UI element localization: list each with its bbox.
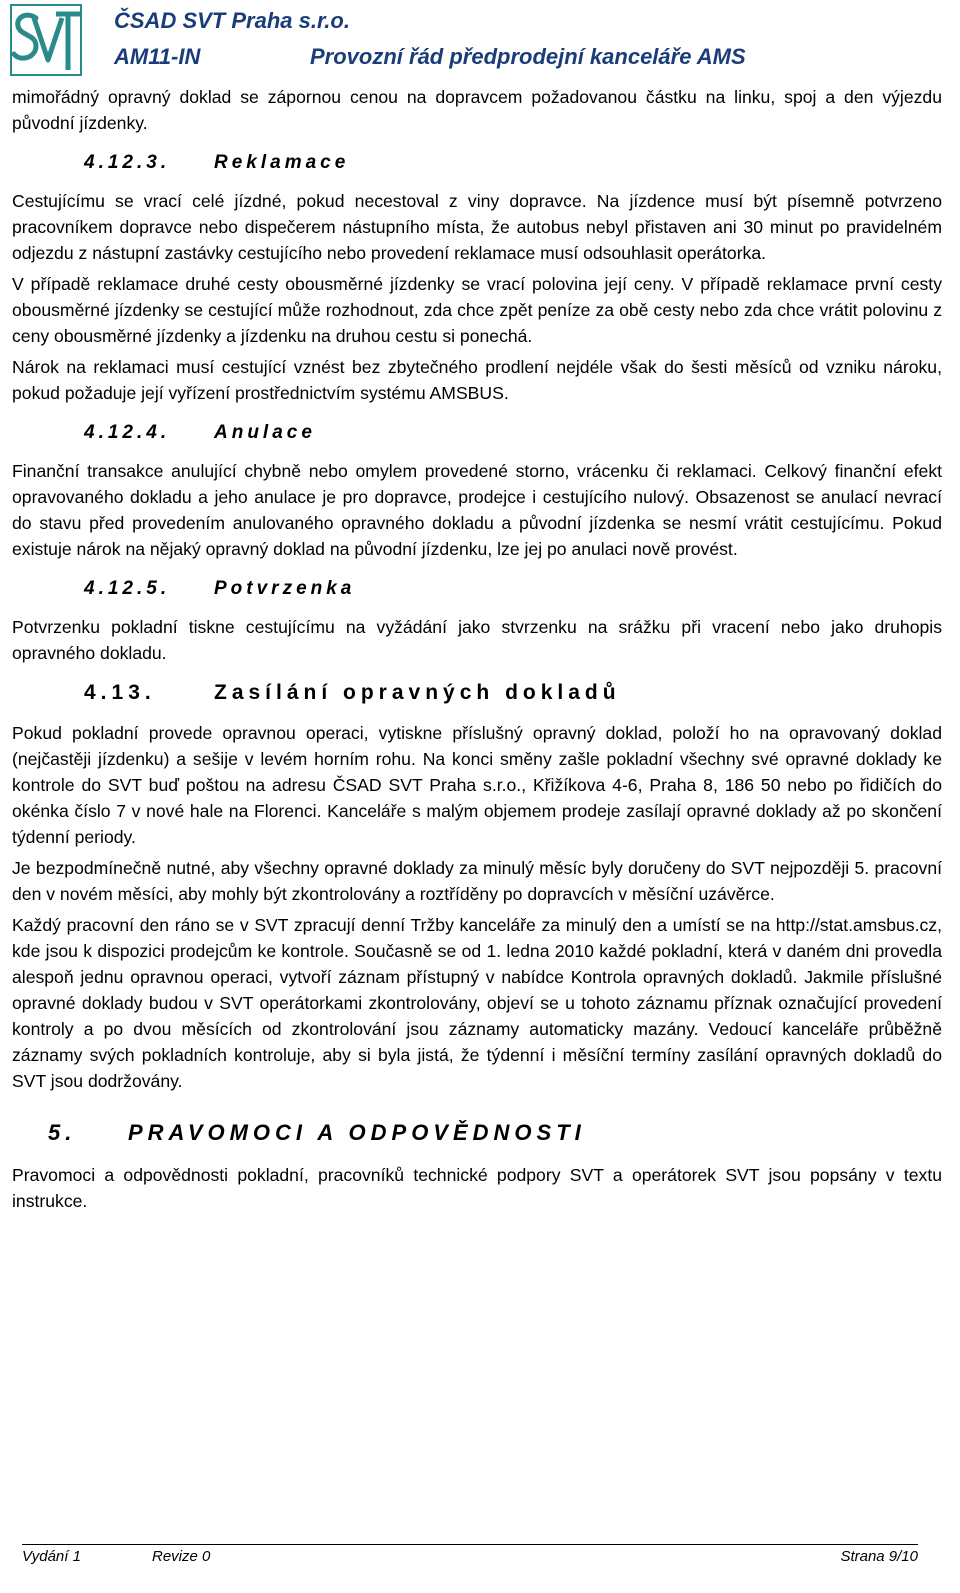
section-heading-4-12-3 [12,150,942,176]
paragraph: Každý pracovní den ráno se v SVT zpracují denní Tržby kanceláře za minulý den a umístí se na http://stat.amsbus.cz, kde jsou k dispozici prodejcům ke kontrole. Současně se od 1. ledna 2010 každé pokladní, která v daném dni provedla alespoň jednu opravnou operaci, vytvoří záznam přístupný v nabídce Kontrola opravných dokladů. Jakmile příslušné opravné doklady budou v SVT operátorkami zkontrolovány, objeví se u tohoto záznamu příznak označující provedení kontroly a po dvou měsících od zkontrolování jsou záznamy automaticky mazány. Vedoucí kanceláře průběžně záznamy svých pokladních kontroluje, aby si byla jistá, že týdenní i měsíční termíny zasílání opravných dokladů do SVT jsou dodržovány. [12,915,942,1091]
section-heading-4-12-5 [12,576,942,602]
section-title: Potvrzenka [214,578,356,599]
page-number: Strana 9/10 [840,1548,918,1565]
paragraph: Nárok na reklamaci musí cestující vznést bez zbytečného prodlení nejdéle však do šesti měsíců od vzniku nároku, pokud požaduje její vyřízení prostřednictvím systému AMSBUS. [12,357,942,403]
document-body [12,84,942,1219]
section-title: Zasílání opravných dokladů [214,681,621,704]
section-number: 4.12.5. [84,578,171,599]
revision-label: Revize 0 [152,1548,211,1565]
chapter-heading-5 [12,1118,942,1148]
paragraph: Finanční transakce anulující chybně nebo omylem provedené storno, vrácenku či reklamaci. Celkový finanční efekt opravovaného dokladu a jeho anulace je pro dopravce, prodejce i cestujícího nulový. Obsazenost se anulací nevrací do stavu před provedením anulovaného opravného dokladu a původní jízdenka se nesmí vrátit cestujícímu. Pokud existuje nárok na nějaký opravný doklad na původní jízdenku, lze jej po anulaci nově provést. [12,461,942,559]
page-header [10,4,950,76]
svt-logo-icon [10,4,82,76]
section-title: Anulace [214,422,316,443]
section-number: 4.12.3. [84,152,171,173]
chapter-number: 5. [48,1120,77,1145]
paragraph: Potvrzenku pokladní tiskne cestujícímu na vyžádání jako stvrzenku na srážku při vracení nebo jako druhopis opravného dokladu. [12,617,942,663]
section-heading-4-12-4 [12,420,942,446]
document-code: AM11-IN [114,44,201,69]
company-name: ČSAD SVT Praha s.r.o. [114,8,350,33]
section-number: 4.12.4. [84,422,171,443]
paragraph: V případě reklamace druhé cesty obousměrné jízdenky se vrací polovina její ceny. V případě reklamace první cesty obousměrné jízdenky se cestující může rozhodnout, zda chce zpět peníze za obě cesty nebo zda chce vrátit polovinu z ceny obousměrné jízdenky a jízdenku na druhou cestu si ponechá. [12,274,942,346]
section-title: Reklamace [214,152,350,173]
paragraph: Cestujícímu se vrací celé jízdné, pokud necestoval z viny dopravce. Na jízdence musí být písemně potvrzeno pracovníkem dopravce nebo dispečerem nástupního místa, že autobus nebyl přistaven ani 30 minut po pravidelném odjezdu z nástupní zastávky cestujícího nebo provedení reklamace musí odsouhlasit operátorka. [12,191,942,263]
chapter-title: PRAVOMOCI A ODPOVĚDNOSTI [128,1120,586,1145]
page-footer [22,1544,918,1567]
paragraph: Je bezpodmínečně nutné, aby všechny opravné doklady za minulý měsíc byly doručeny do SVT nejpozději 5. pracovní den v novém měsíci, aby mohly být zkontrolovány a roztříděny po dopravcích v měsíční uzávěrce. [12,858,942,904]
section-number: 4.13. [84,681,156,704]
section-heading-4-13 [12,678,942,708]
document-title: Provozní řád předprodejní kanceláře AMS [310,44,746,69]
paragraph: Pravomoci a odpovědnosti pokladní, pracovníků technické podpory SVT a operátorek SVT jsou popsány v textu instrukce. [12,1165,942,1211]
paragraph: Pokud pokladní provede opravnou operaci, vytiskne příslušný opravný doklad, položí ho na opravovaný doklad (nejčastěji jízdenku) a sešije v levém horním rohu. Na konci směny zašle pokladní všechny své opravné doklady ke kontrole do SVT buď poštou na adresu ČSAD SVT Praha s.r.o., Křižíkova 4-6, Praha 8, 186 50 nebo po řidičích do okénka číslo 7 v nové hale na Florenci. Kanceláře s malým objemem prodeje zasílají opravné doklady až po skončení týdenní periody. [12,723,942,847]
edition-label: Vydání 1 [22,1548,81,1565]
paragraph: mimořádný opravný doklad se zápornou cenou na dopravcem požadovanou částku na linku, spoj a den výjezdu původní jízdenky. [12,87,942,133]
